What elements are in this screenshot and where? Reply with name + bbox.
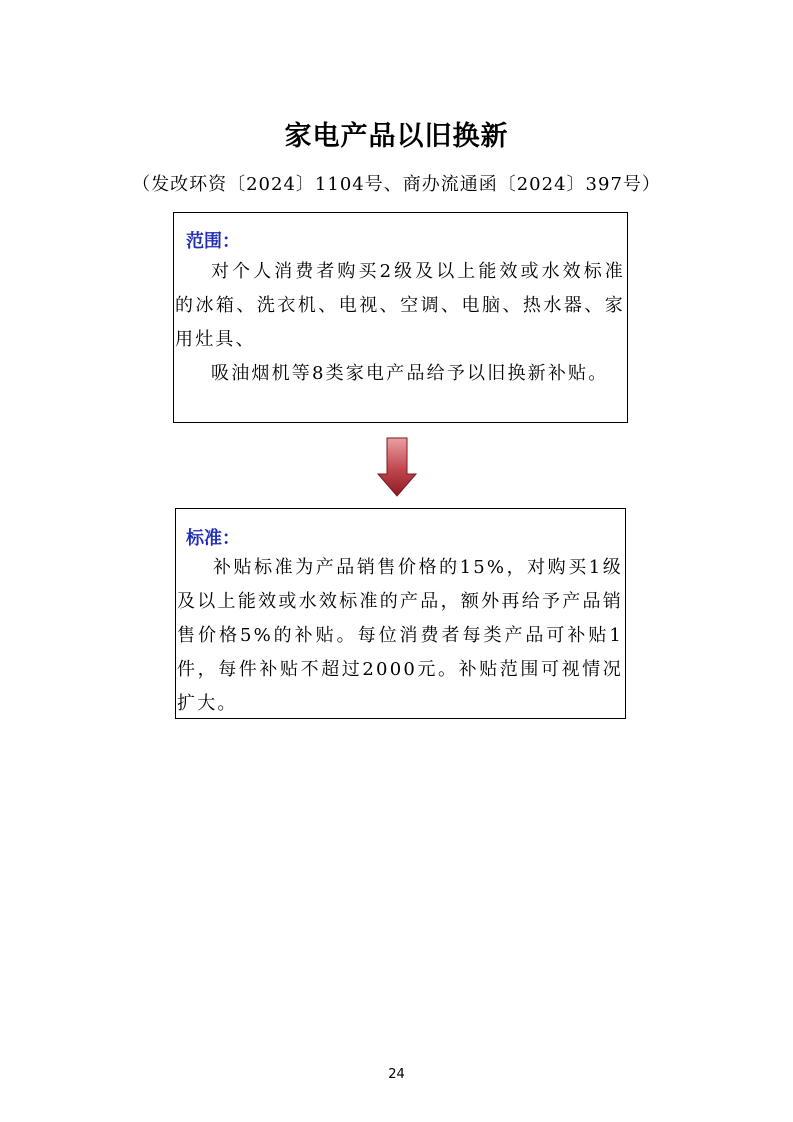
scope-paragraph-1: 对个人消费者购买2级及以上能效或水效标准的冰箱、洗衣机、电视、空调、电脑、热水器、家用灶具、 <box>175 261 625 350</box>
scope-paragraph-2: 吸油烟机等8类家电产品给予以旧换新补贴。 <box>211 363 609 384</box>
document-title: 家电产品以旧换新 <box>284 121 509 152</box>
standard-paragraph-1: 补贴标准为产品销售价格的15%，对购买1级及以上能效或水效标准的产品，额外再给予产品销售价格5%的补贴。每位消费者每类产品可补贴1件，每件补贴不超过2000元。补贴范围可视情况扩大。 <box>177 557 623 714</box>
scope-box <box>173 212 628 423</box>
standard-body <box>177 551 623 721</box>
standard-box <box>175 508 626 719</box>
document-subtitle: （发改环资〔2024〕1104号、商办流通函〔2024〕397号） <box>132 174 661 195</box>
scope-body <box>175 255 625 391</box>
page-number: 24 <box>388 1067 405 1082</box>
standard-heading: 标准： <box>186 528 240 549</box>
scope-heading: 范围： <box>186 231 240 252</box>
arrow-down-icon <box>377 437 417 497</box>
